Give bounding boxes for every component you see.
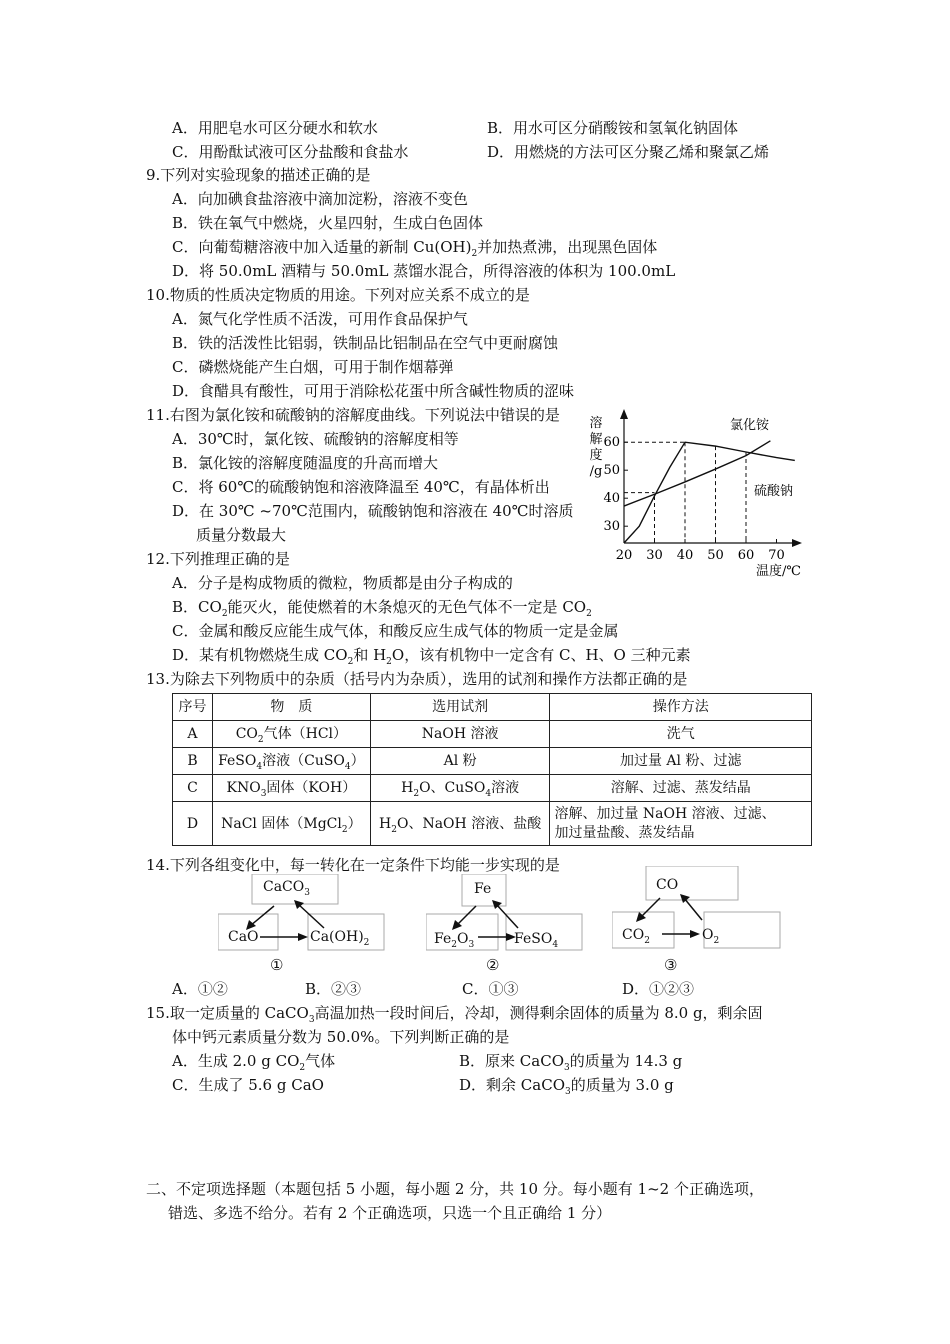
header-reagent: 选用试剂 <box>370 694 550 721</box>
transform-diagram-3 <box>612 866 784 958</box>
solubility-chart <box>580 405 820 585</box>
q10-option-d: D．食醋具有酸性，可用于消除松花蛋中所含碱性物质的涩味 <box>172 382 575 400</box>
q9-option-c: C．向葡萄糖溶液中加入适量的新制 $Cu(OH)_2$并加热煮沸，出现黑色固体 <box>172 238 658 259</box>
diagram-2-right: FeSO$_4$ <box>514 931 559 950</box>
diagram-2-top: Fe <box>474 881 492 897</box>
q11-option-d-cont: 质量分数最大 <box>196 526 287 544</box>
row-substance: $KNO_3$固体（KOH） <box>212 775 370 802</box>
transform-diagram-2 <box>426 874 586 964</box>
q15-stem-cont: 体中钙元素质量分数为 50.0%。下列判断正确的是 <box>172 1028 510 1046</box>
row-reagent: Al 粉 <box>370 748 550 775</box>
x-tick-label: 20 <box>615 548 633 563</box>
q11-option-d: D．在 30℃ ~70℃范围内，硫酸钠饱和溶液在 40℃时溶质 <box>172 502 574 520</box>
q12-option-c: C．金属和酸反应能生成气体，和酸反应生成气体的物质一定是金属 <box>172 622 619 640</box>
q9-option-a: A．向加碘食盐溶液中滴加淀粉，溶液不变色 <box>172 190 468 208</box>
q10-option-a: A．氮气化学性质不活泼，可用作食品保护气 <box>172 310 468 328</box>
q12-option-b: B．$CO_2$能灭火，能使燃着的木条熄灭的无色气体不一定是 $CO_2$ <box>172 598 592 619</box>
header-no: 序号 <box>173 694 213 721</box>
chart-x-arrow <box>792 539 802 547</box>
diagram-2-label: ② <box>486 956 500 974</box>
q15-stem: 15.取一定质量的 CaCO$_3$高温加热一段时间后，冷却，测得剩余固体的质量为 8.0 g，剩余固 <box>146 1004 763 1025</box>
q15-option-b: B．原来 CaCO$_3$的质量为 14.3 g <box>459 1052 683 1073</box>
y-tick-label: 40 <box>603 491 620 507</box>
q9-option-b: B．铁在氧气中燃烧，火星四射，生成白色固体 <box>172 214 484 232</box>
y-label-char: /g <box>589 464 603 479</box>
diagram-3-right: $O_2$ <box>702 927 720 946</box>
q9-option-d: D．将 50.0mL 酒精与 50.0mL 蒸馏水混合，所得溶液的体积为 100.0mL <box>172 262 676 280</box>
table-header-row <box>173 694 812 721</box>
diagram-3-left: $CO_2$ <box>622 927 650 946</box>
chart-guides <box>624 442 746 543</box>
q12-stem: 12.下列推理正确的是 <box>146 550 290 568</box>
diagram-2-arrows <box>426 874 586 964</box>
q8-option-c: C．用酚酞试液可区分盐酸和食盐水 <box>172 143 409 161</box>
y-label-char: 解 <box>589 432 603 447</box>
row-substance: NaCl 固体（MgCl$_2$） <box>212 802 370 846</box>
diagram-1-label: ① <box>270 956 284 974</box>
row-no: D <box>173 802 213 846</box>
row-operation: 溶解、加过量 NaOH 溶液、过滤、 加过量盐酸、蒸发结晶 <box>550 802 812 846</box>
q10-option-b: B．铁的活泼性比铝弱，铁制品比铝制品在空气中更耐腐蚀 <box>172 334 559 352</box>
diagram-3-top: CO <box>656 877 679 893</box>
row-no: C <box>173 775 213 802</box>
chart-y-arrow <box>620 409 628 419</box>
y-label-char: 度 <box>589 448 603 463</box>
diagram-3-arrows <box>612 866 784 958</box>
diagram-1-top: CaCO$_3$ <box>263 879 310 898</box>
chart-xlabel: 温度/℃ <box>756 564 801 579</box>
x-tick-label: 30 <box>646 548 663 563</box>
table-row <box>173 748 812 775</box>
series-line-1 <box>624 441 770 506</box>
table-row <box>173 802 812 846</box>
x-tick-label: 50 <box>707 548 724 563</box>
q15-option-c: C．生成了 5.6 g CaO <box>172 1076 324 1094</box>
y-tick-label: 60 <box>603 435 620 451</box>
section-2-title: 二、不定项选择题（本题包括 5 小题，每小题 2 分，共 10 分。每小题有 1~2 个正确选项， <box>146 1180 764 1198</box>
q14-option-d: D．①②③ <box>622 980 695 998</box>
diagram-3-label: ③ <box>664 956 678 974</box>
q13-stem: 13.为除去下列物质中的杂质（括号内为杂质），选用的试剂和操作方法都正确的是 <box>146 670 688 688</box>
row-no: B <box>173 748 213 775</box>
row-substance: FeSO$_4$溶液（CuSO$_4$） <box>212 748 370 775</box>
transform-diagram-1 <box>218 874 388 964</box>
chart-ylabel <box>589 415 602 479</box>
x-tick-label: 70 <box>768 548 785 563</box>
row-operation: 加过量 Al 粉、过滤 <box>550 748 812 775</box>
q14-option-c: C．①③ <box>462 980 519 998</box>
series-label-2: 硫酸钠 <box>754 484 794 499</box>
diagram-1-left: CaO <box>228 929 259 945</box>
q8-option-a: A．用肥皂水可区分硬水和软水 <box>172 119 378 137</box>
q12-option-d: D．某有机物燃烧生成 $CO_2$和 $H_2O$，该有机物中一定含有 C、H、O 三种元素 <box>172 646 691 667</box>
q11-option-c: C．将 60℃的硫酸钠饱和溶液降温至 40℃，有晶体析出 <box>172 478 550 496</box>
row-substance: $CO_2$气体（HCl） <box>212 721 370 748</box>
q8-option-b: B．用水可区分硝酸铵和氢氧化钠固体 <box>487 119 739 137</box>
q10-stem: 10.物质的性质决定物质的用途。下列对应关系不成立的是 <box>146 286 530 304</box>
row-reagent: NaOH 溶液 <box>370 721 550 748</box>
q12-option-a: A．分子是构成物质的微粒，物质都是由分子构成的 <box>172 574 513 592</box>
q14-option-a: A．①② <box>172 980 228 998</box>
q14-stem: 14.下列各组变化中，每一转化在一定条件下均能一步实现的是 <box>146 856 560 874</box>
x-tick-label: 40 <box>676 548 694 563</box>
row-operation: 洗气 <box>550 721 812 748</box>
table-row <box>173 721 812 748</box>
row-reagent: $H_2O$、NaOH 溶液、盐酸 <box>370 802 550 846</box>
row-operation: 溶解、过滤、蒸发结晶 <box>550 775 812 802</box>
q14-option-b: B．②③ <box>305 980 362 998</box>
q11-option-a: A．30℃时，氯化铵、硫酸钠的溶解度相等 <box>172 430 459 448</box>
header-substance: 物 质 <box>212 694 370 721</box>
q11-option-b: B．氯化铵的溶解度随温度的升高而增大 <box>172 454 439 472</box>
table-row <box>173 775 812 802</box>
q8-option-d: D．用燃烧的方法可区分聚乙烯和聚氯乙烯 <box>487 143 770 161</box>
diagram-2-left: $Fe_2O_3$ <box>434 931 475 950</box>
impurity-table <box>172 693 812 846</box>
row-no: A <box>173 721 213 748</box>
q11-stem: 11.右图为氯化铵和硫酸钠的溶解度曲线。下列说法中错误的是 <box>146 406 560 424</box>
q15-option-d: D．剩余 CaCO$_3$的质量为 3.0 g <box>459 1076 674 1097</box>
series-label-1: 氯化铵 <box>730 418 770 433</box>
header-operation: 操作方法 <box>550 694 812 721</box>
x-tick-label: 60 <box>737 548 755 563</box>
section-2-title-cont: 错选、多选不给分。若有 2 个正确选项，只选一个且正确给 1 分） <box>168 1204 612 1222</box>
diagram-1-right: $Ca(OH)_2$ <box>310 929 370 948</box>
q10-option-c: C．磷燃烧能产生白烟，可用于制作烟幕弹 <box>172 358 454 376</box>
row-reagent: $H_2O$、CuSO$_4$溶液 <box>370 775 550 802</box>
y-tick-label: 30 <box>603 519 620 535</box>
q9-stem: 9.下列对实验现象的描述正确的是 <box>146 166 371 184</box>
y-label-char: 溶 <box>589 416 603 431</box>
y-tick-label: 50 <box>603 463 620 479</box>
q15-option-a: A．生成 2.0 g $CO_2$气体 <box>172 1052 336 1073</box>
